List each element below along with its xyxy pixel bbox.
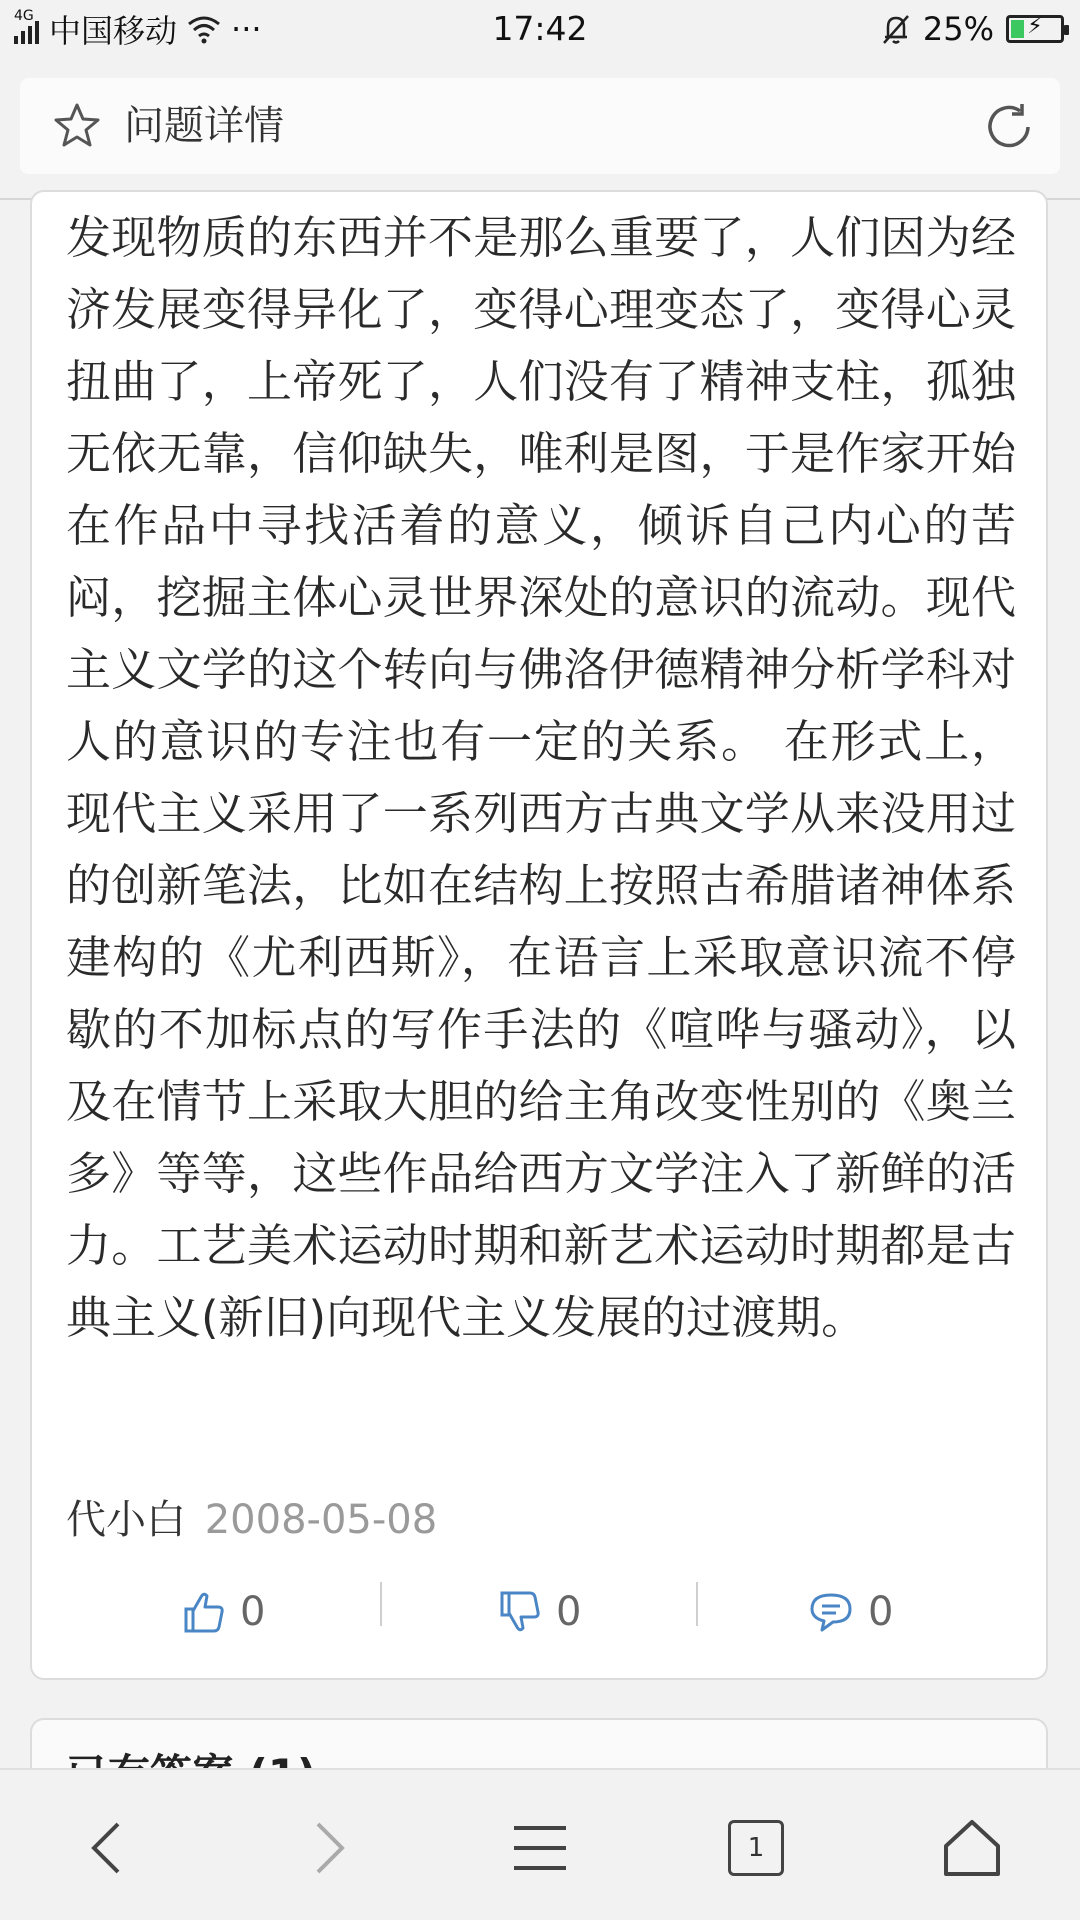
- status-bar: [0, 0, 1080, 58]
- battery-icon: [1006, 15, 1064, 43]
- carrier-name: 中国移动: [49, 12, 178, 50]
- page-title: 问题详情: [124, 103, 284, 149]
- home-icon: [940, 1816, 1004, 1880]
- back-button[interactable]: [70, 1808, 150, 1888]
- comment-count: 0: [868, 1589, 894, 1635]
- like-button[interactable]: [180, 1572, 265, 1652]
- tabs-button[interactable]: [716, 1808, 796, 1888]
- charging-icon: ⚡: [1027, 14, 1043, 39]
- status-right: [881, 0, 1064, 58]
- like-count: 0: [240, 1589, 266, 1635]
- chevron-left-icon: [78, 1816, 142, 1880]
- home-button[interactable]: [932, 1808, 1012, 1888]
- comment-bubble-icon: [808, 1589, 854, 1635]
- chevron-right-icon: [294, 1816, 358, 1880]
- forward-button[interactable]: [286, 1808, 366, 1888]
- bell-muted-icon: [881, 13, 911, 45]
- thumbs-up-icon: [180, 1589, 226, 1635]
- star-outline-icon[interactable]: [52, 100, 102, 150]
- thumbs-down-icon: [496, 1589, 542, 1635]
- author-name[interactable]: 代小白: [66, 1497, 186, 1543]
- battery-percent: 25%: [922, 10, 994, 48]
- more-indicator: ···: [231, 10, 262, 48]
- dislike-count: 0: [556, 1589, 582, 1635]
- tab-count: 1: [728, 1820, 784, 1876]
- answer-meta: [66, 1492, 437, 1548]
- dislike-button[interactable]: [496, 1572, 581, 1652]
- title-card: [20, 78, 1060, 174]
- action-divider: [380, 1582, 382, 1626]
- answer-card: [30, 190, 1048, 1680]
- status-time: 17:42: [492, 9, 588, 48]
- answer-actions: [32, 1572, 1050, 1652]
- comment-button[interactable]: [808, 1572, 893, 1652]
- action-divider: [696, 1582, 698, 1626]
- answer-date: 2008-05-08: [204, 1497, 438, 1543]
- menu-button[interactable]: [500, 1808, 580, 1888]
- answer-body: 发现物质的东西并不是那么重要了，人们因为经济发展变得异化了，变得心理变态了，变得心灵扭曲了，上帝死了，人们没有了精神支柱，孤独无依无靠，信仰缺失，唯利是图，于是作家开始在作品中寻找活着的意义，倾诉自己内心的苦闷，挖掘主体心灵世界深处的意识的流动。现代主义文学的这个转向与佛洛伊德精神分析学科对人的意识的专注也有一定的关系。 在形式上，现代主义采用了一系列西方古典文学从来没用过的创新笔法，比如在结构上按照古希腊诸神体系建构的《尤利西斯》，在语言上采取意识流不停歇的不加标点的写作手法的《喧哗与骚动》，以及在情节上采取大胆的给主角改变性别的《奥兰多》等等，这些作品给西方文学注入了新鲜的活力。工艺美术运动时期和新艺术运动时期都是古典主义(新旧)向现代主义发展的过渡期。: [66, 211, 1016, 1344]
- network-type: 4G: [14, 8, 34, 24]
- hamburger-menu-icon: [508, 1816, 572, 1880]
- refresh-icon[interactable]: [982, 100, 1036, 154]
- browser-bottom-bar: [0, 1768, 1080, 1920]
- title-bar: [0, 58, 1080, 200]
